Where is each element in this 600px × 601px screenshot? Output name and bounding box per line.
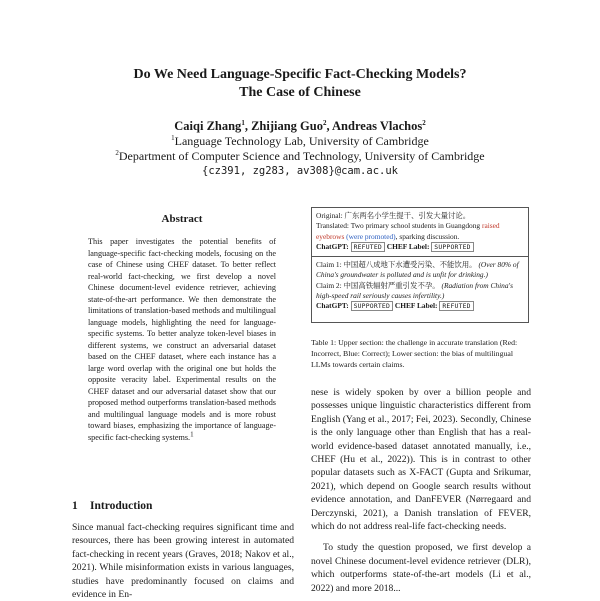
label-row-2 [316,301,524,311]
introduction-text-left: Since manual fact-checking requires significant time and resources, there has been growing interest in automated fact-checking in recent years (Graves, 2018; Nakov et al., 2021). While misinformation exists in various languages, studies have predominantly focused on claims and evidence in En- [72,522,294,601]
author-affil-mark: 1 [241,118,245,127]
incorrect-translation: raised eyebrows [316,221,500,241]
verdict-badge: SUPPORTED [351,301,393,311]
abstract-body [88,236,276,443]
table-1-box [311,207,529,323]
abstract-heading: Abstract [161,213,203,225]
affiliation-2 [0,149,600,164]
author-affil-mark: 2 [322,118,327,127]
title-line-1: Do We Need Language-Specific Fact-Checking Models? [133,67,467,82]
label-row-1 [316,242,524,252]
table-upper-section [312,208,528,257]
introduction-text-right [311,386,531,595]
author-name: Caiqi Zhang [174,119,242,133]
claim-label: Claim 2: [316,280,342,290]
affiliation-mark: 1 [171,134,175,142]
claim-label: Claim 1: [316,260,342,269]
claim-translation: (Radiation from China's high-speed rail seriously causes infertility.) [316,280,514,300]
translated-text-end: , sparking discussion. [395,231,460,241]
author-list [0,118,600,134]
affiliation-text: Language Technology Lab, University of Cambridge [174,134,429,148]
translated-text: Two primary school students in Guangdong [350,221,482,231]
translated-label: Translated: [316,221,349,231]
table-lower-section [312,257,528,313]
claim-text: 中国超八成地下水遭受污染、不能饮用。 [343,260,477,269]
title-line-2: The Case of Chinese [239,85,361,100]
original-text: 广东两名小学生提干、引发大量讨论。 [344,211,471,220]
footnote-mark[interactable]: 1 [190,429,194,438]
section-number: 1 [72,500,78,512]
chef-label: CHEF Label: [394,301,438,311]
author-name: Zhijiang Guo [251,119,323,133]
section-heading-introduction [72,500,152,512]
verdict-badge: REFUTED [439,301,473,311]
claim-text: 中国高铁辐射严重引发不孕。 [343,280,440,290]
translated-row [316,221,524,242]
verdict-badge: SUPPORTED [431,242,473,252]
correct-translation: (were promoted) [344,231,396,241]
chef-label: CHEF Label: [386,241,430,251]
original-row [316,211,524,221]
claim-1-row [316,260,524,281]
claim-2-row [316,281,524,302]
original-label: Original: [316,211,343,220]
affiliation-text: Department of Computer Science and Technology, University of Cambridge [118,149,485,163]
abstract-text: This paper investigates the potential benefits of language-specific fact-checking models, focusing on the case of Chinese using CHEF dataset. To better reflect real-world fact-checking, we first develop a novel Chinese document-level evidence retriever, achieving state-of-the-art performance. We then demonstrate the limitations of translation-based methods and multilingual language models, highlighting the need for language-specific systems. To better analyze token-level biases in different systems, we construct an adversarial dataset based on the CHEF dataset, where each instance has a large word overlap with the original one but holds the opposite veracity label. Experimental results on the CHEF dataset and our adversarial dataset show that our proposed method outperforms translation-based methods and multilingual language models and is more robust toward biases, emphasizing the importance of language-specific fact-checking systems. [88,237,276,442]
paragraph: nese is widely spoken by over a billion people and possesses unique linguistic characteristics different from English (Yang et al., 2017; Fei, 2023). Secondly, Chinese is the only language other than English that has a real-world evidence-based dataset annotated manually, i.e., CHEF (Hu et al., 2022)). This is in contrast to other popular datasets such as X-FACT (Gupta and Srikumar, 2021), which depend on Google search results without evidence annotation, and DanFEVER (Nørregaard and Derczynski, 2021), a Danish translation of FEVER, which do not address real-life fact-checking needs. [311,387,531,533]
author-emails[interactable]: {cz391, zg283, av308}@cam.ac.uk [202,165,398,177]
verdict-badge: REFUTED [351,242,385,252]
section-title: Introduction [90,500,153,512]
author-name: Andreas Vlachos [332,119,423,133]
paragraph: To study the question proposed, we first develop a novel Chinese document-level evidence retriever (DLR), which outperforms state-of-the-art models (Li et al., 2022) and more 2018... [311,542,531,594]
author-affil-mark: 2 [422,118,426,127]
affiliation-1 [0,134,600,149]
author-separator: , [326,119,333,133]
table-caption: Table 1: Upper section: the challenge in accurate translation (Red: Incorrect, Blue: Correct); Lower section: the bias of multilingual LLMs towards certain claims. [311,338,518,369]
affiliation-mark: 2 [115,149,119,157]
chatgpt-label: ChatGPT: [316,241,349,251]
chatgpt-label: ChatGPT: [316,301,349,311]
paper-title [0,66,600,102]
author-separator: , [244,119,252,133]
claim-translation: (Over 80% of China's groundwater is polluted and is unfit for drinking.) [316,260,519,280]
